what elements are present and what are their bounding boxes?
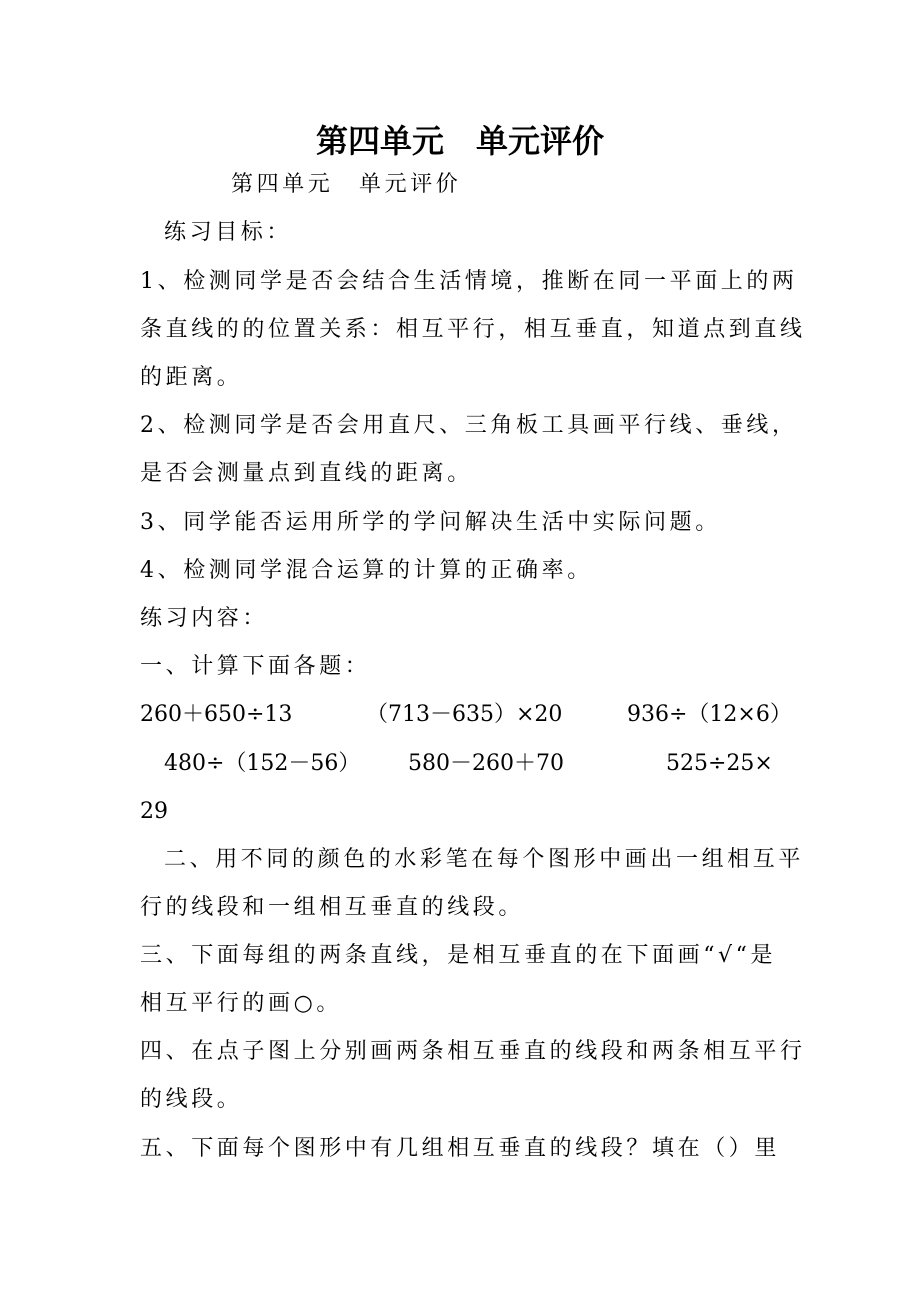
goal-2-line-1: 2、检测同学是否会用直尺、三角板工具画平行线、垂线， <box>140 413 798 438</box>
page-title: 第四单元 单元评价 <box>315 122 604 160</box>
question-5: 五、下面每个图形中有几组相互垂直的线段？填在（）里 <box>140 1136 781 1161</box>
question-4-line-1: 四、在点子图上分别画两条相互垂直的线段和两条相互平行 <box>140 1039 806 1064</box>
goal-1-line-2: 条直线的的位置关系：相互平行，相互垂直，知道点到直线 <box>140 317 806 342</box>
calc-6: 525÷25× <box>666 751 773 776</box>
calc-2: （713－635）×20 <box>366 702 563 727</box>
goal-3: 3、同学能否运用所学的学问解决生活中实际问题。 <box>140 510 721 535</box>
content-label: 练习内容： <box>140 606 269 631</box>
question-4-line-2: 的线段。 <box>140 1087 243 1112</box>
calc-1: 260＋650÷13 <box>140 702 293 727</box>
goal-1-line-3: 的距离。 <box>140 365 243 390</box>
calc-3: 936÷（12×6） <box>627 702 792 727</box>
subtitle: 第四单元 单元评价 <box>231 172 462 197</box>
goal-1-line-1: 1、检测同学是否会结合生活情境，推断在同一平面上的两 <box>140 269 798 294</box>
goals-label: 练习目标： <box>164 220 293 245</box>
calc-5: 580－260＋70 <box>408 751 564 776</box>
calc-4: 480÷（152－56） <box>164 751 361 776</box>
question-3-line-2: 相互平行的画○。 <box>140 991 342 1016</box>
question-2-line-1: 二、用不同的颜色的水彩笔在每个图形中画出一组相互平 <box>164 847 805 872</box>
goal-4: 4、检测同学混合运算的计算的正确率。 <box>140 558 593 583</box>
goal-2-line-2: 是否会测量点到直线的距离。 <box>140 461 473 486</box>
question-2-line-2: 行的线段和一组相互垂直的线段。 <box>140 895 525 920</box>
question-1-label: 一、计算下面各题： <box>140 654 371 679</box>
question-3-line-1: 三、下面每组的两条直线，是相互垂直的在下面画“√“是 <box>140 943 777 968</box>
calc-6-wrap: 29 <box>140 799 168 824</box>
